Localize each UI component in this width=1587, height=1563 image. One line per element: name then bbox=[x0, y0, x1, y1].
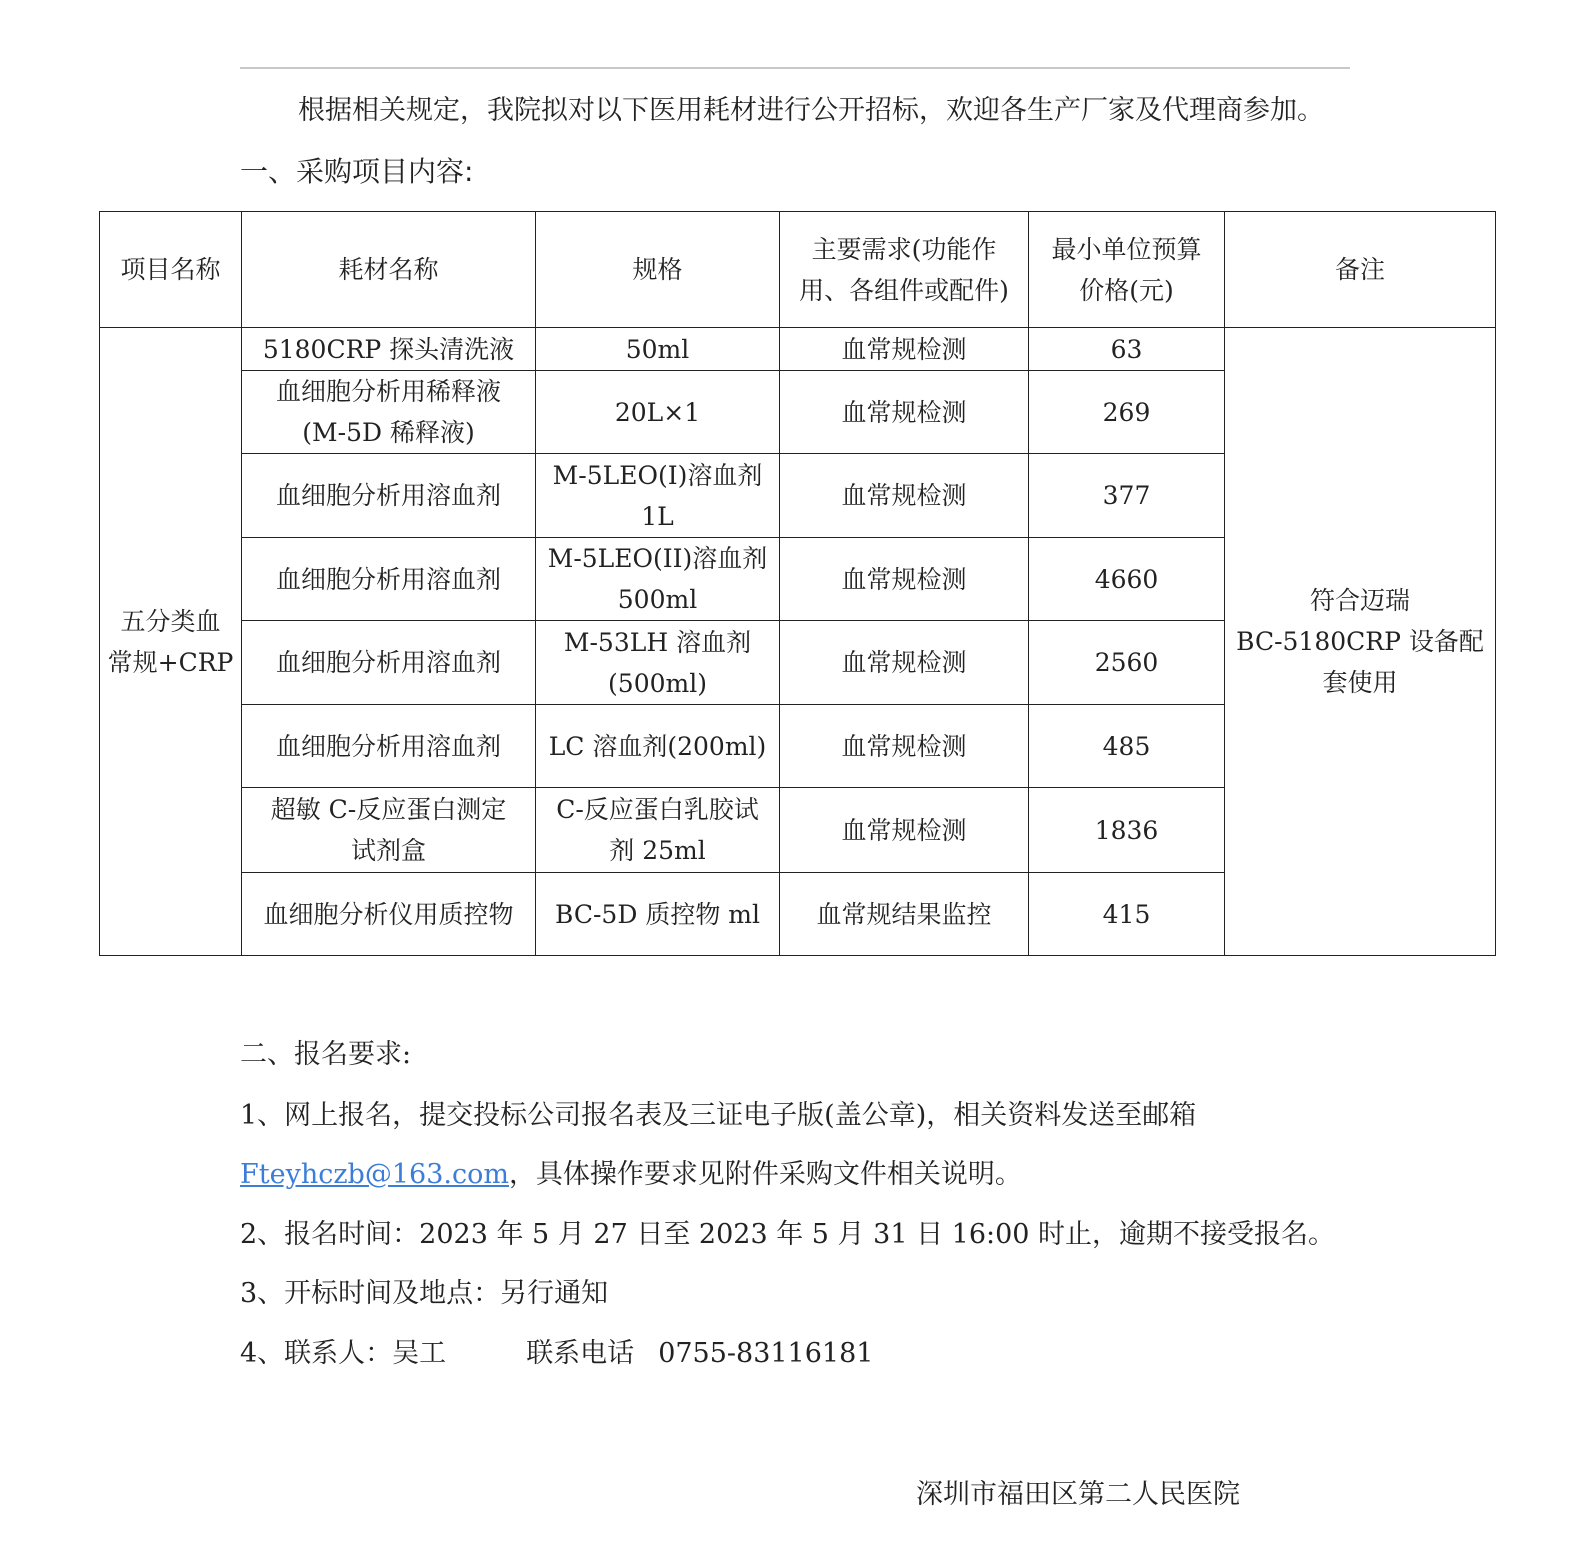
header-rule bbox=[240, 67, 1350, 69]
contact-phone-number: 0755-83116181 bbox=[658, 1338, 874, 1369]
material-cell: 血细胞分析用溶血剂 bbox=[242, 538, 536, 621]
requirement-cell: 血常规检测 bbox=[780, 328, 1029, 371]
spec-cell: BC-5D 质控物 ml bbox=[536, 873, 780, 956]
project-cell: 五分类血 常规+CRP bbox=[100, 328, 242, 956]
price-cell: 2560 bbox=[1029, 621, 1225, 705]
table-header-row bbox=[100, 212, 1496, 328]
requirement-cell: 血常规检测 bbox=[780, 538, 1029, 621]
header-price: 最小单位预算 价格(元) bbox=[1029, 212, 1225, 328]
spec-cell: 20L×1 bbox=[536, 371, 780, 454]
section1-title: 一、采购项目内容: bbox=[240, 155, 474, 188]
requirement-cell: 血常规检测 bbox=[780, 705, 1029, 788]
email-link[interactable]: Fteyhczb@163.com bbox=[240, 1159, 509, 1190]
requirement-cell: 血常规检测 bbox=[780, 788, 1029, 873]
requirement-cell: 血常规结果监控 bbox=[780, 873, 1029, 956]
registration-item-3: 3、开标时间及地点：另行通知 bbox=[240, 1278, 609, 1309]
header-material: 耗材名称 bbox=[242, 212, 536, 328]
material-cell: 5180CRP 探头清洗液 bbox=[242, 328, 536, 371]
registration-item-2: 2、报名时间：2023 年 5 月 27 日至 2023 年 5 月 31 日 16:00 时止，逾期不接受报名。 bbox=[240, 1219, 1336, 1250]
price-cell: 377 bbox=[1029, 454, 1225, 538]
header-remark: 备注 bbox=[1225, 212, 1496, 328]
material-cell: 血细胞分析用溶血剂 bbox=[242, 705, 536, 788]
header-requirement: 主要需求(功能作 用、各组件或配件) bbox=[780, 212, 1029, 328]
price-cell: 485 bbox=[1029, 705, 1225, 788]
spec-cell: LC 溶血剂(200ml) bbox=[536, 705, 780, 788]
material-cell: 血细胞分析用溶血剂 bbox=[242, 454, 536, 538]
contact-phone-label: 联系电话 bbox=[526, 1338, 635, 1369]
spec-cell: C-反应蛋白乳胶试 剂 25ml bbox=[536, 788, 780, 873]
requirement-cell: 血常规检测 bbox=[780, 454, 1029, 538]
price-cell: 63 bbox=[1029, 328, 1225, 371]
material-cell: 血细胞分析仪用质控物 bbox=[242, 873, 536, 956]
material-cell: 血细胞分析用溶血剂 bbox=[242, 621, 536, 705]
remark-cell: 符合迈瑞 BC-5180CRP 设备配 套使用 bbox=[1225, 328, 1496, 956]
signature: 深圳市福田区第二人民医院 bbox=[916, 1479, 1240, 1510]
table-row bbox=[100, 328, 1496, 371]
header-spec: 规格 bbox=[536, 212, 780, 328]
spec-cell: M-5LEO(II)溶血剂 500ml bbox=[536, 538, 780, 621]
registration-item-1: 1、网上报名，提交投标公司报名表及三证电子版(盖公章)，相关资料发送至邮箱 bbox=[240, 1100, 1197, 1131]
price-cell: 4660 bbox=[1029, 538, 1225, 621]
price-cell: 1836 bbox=[1029, 788, 1225, 873]
registration-item-4 bbox=[240, 1331, 873, 1370]
section2-title: 二、报名要求: bbox=[240, 1039, 412, 1070]
contact-person: 4、联系人：吴工 bbox=[240, 1338, 447, 1369]
spec-cell: M-5LEO(I)溶血剂 1L bbox=[536, 454, 780, 538]
material-cell: 超敏 C-反应蛋白测定 试剂盒 bbox=[242, 788, 536, 873]
material-cell: 血细胞分析用稀释液 (M-5D 稀释液) bbox=[242, 371, 536, 454]
registration-item-1-cont: Fteyhczb@163.com，具体操作要求见附件采购文件相关说明。 bbox=[240, 1159, 1022, 1190]
spec-cell: M-53LH 溶血剂 (500ml) bbox=[536, 621, 780, 705]
requirement-cell: 血常规检测 bbox=[780, 621, 1029, 705]
requirement-cell: 血常规检测 bbox=[780, 371, 1029, 454]
price-cell: 269 bbox=[1029, 371, 1225, 454]
header-project: 项目名称 bbox=[100, 212, 242, 328]
price-cell: 415 bbox=[1029, 873, 1225, 956]
procurement-table bbox=[99, 211, 1496, 956]
intro-paragraph: 根据相关规定，我院拟对以下医用耗材进行公开招标，欢迎各生产厂家及代理商参加。 bbox=[298, 95, 1324, 126]
spec-cell: 50ml bbox=[536, 328, 780, 371]
